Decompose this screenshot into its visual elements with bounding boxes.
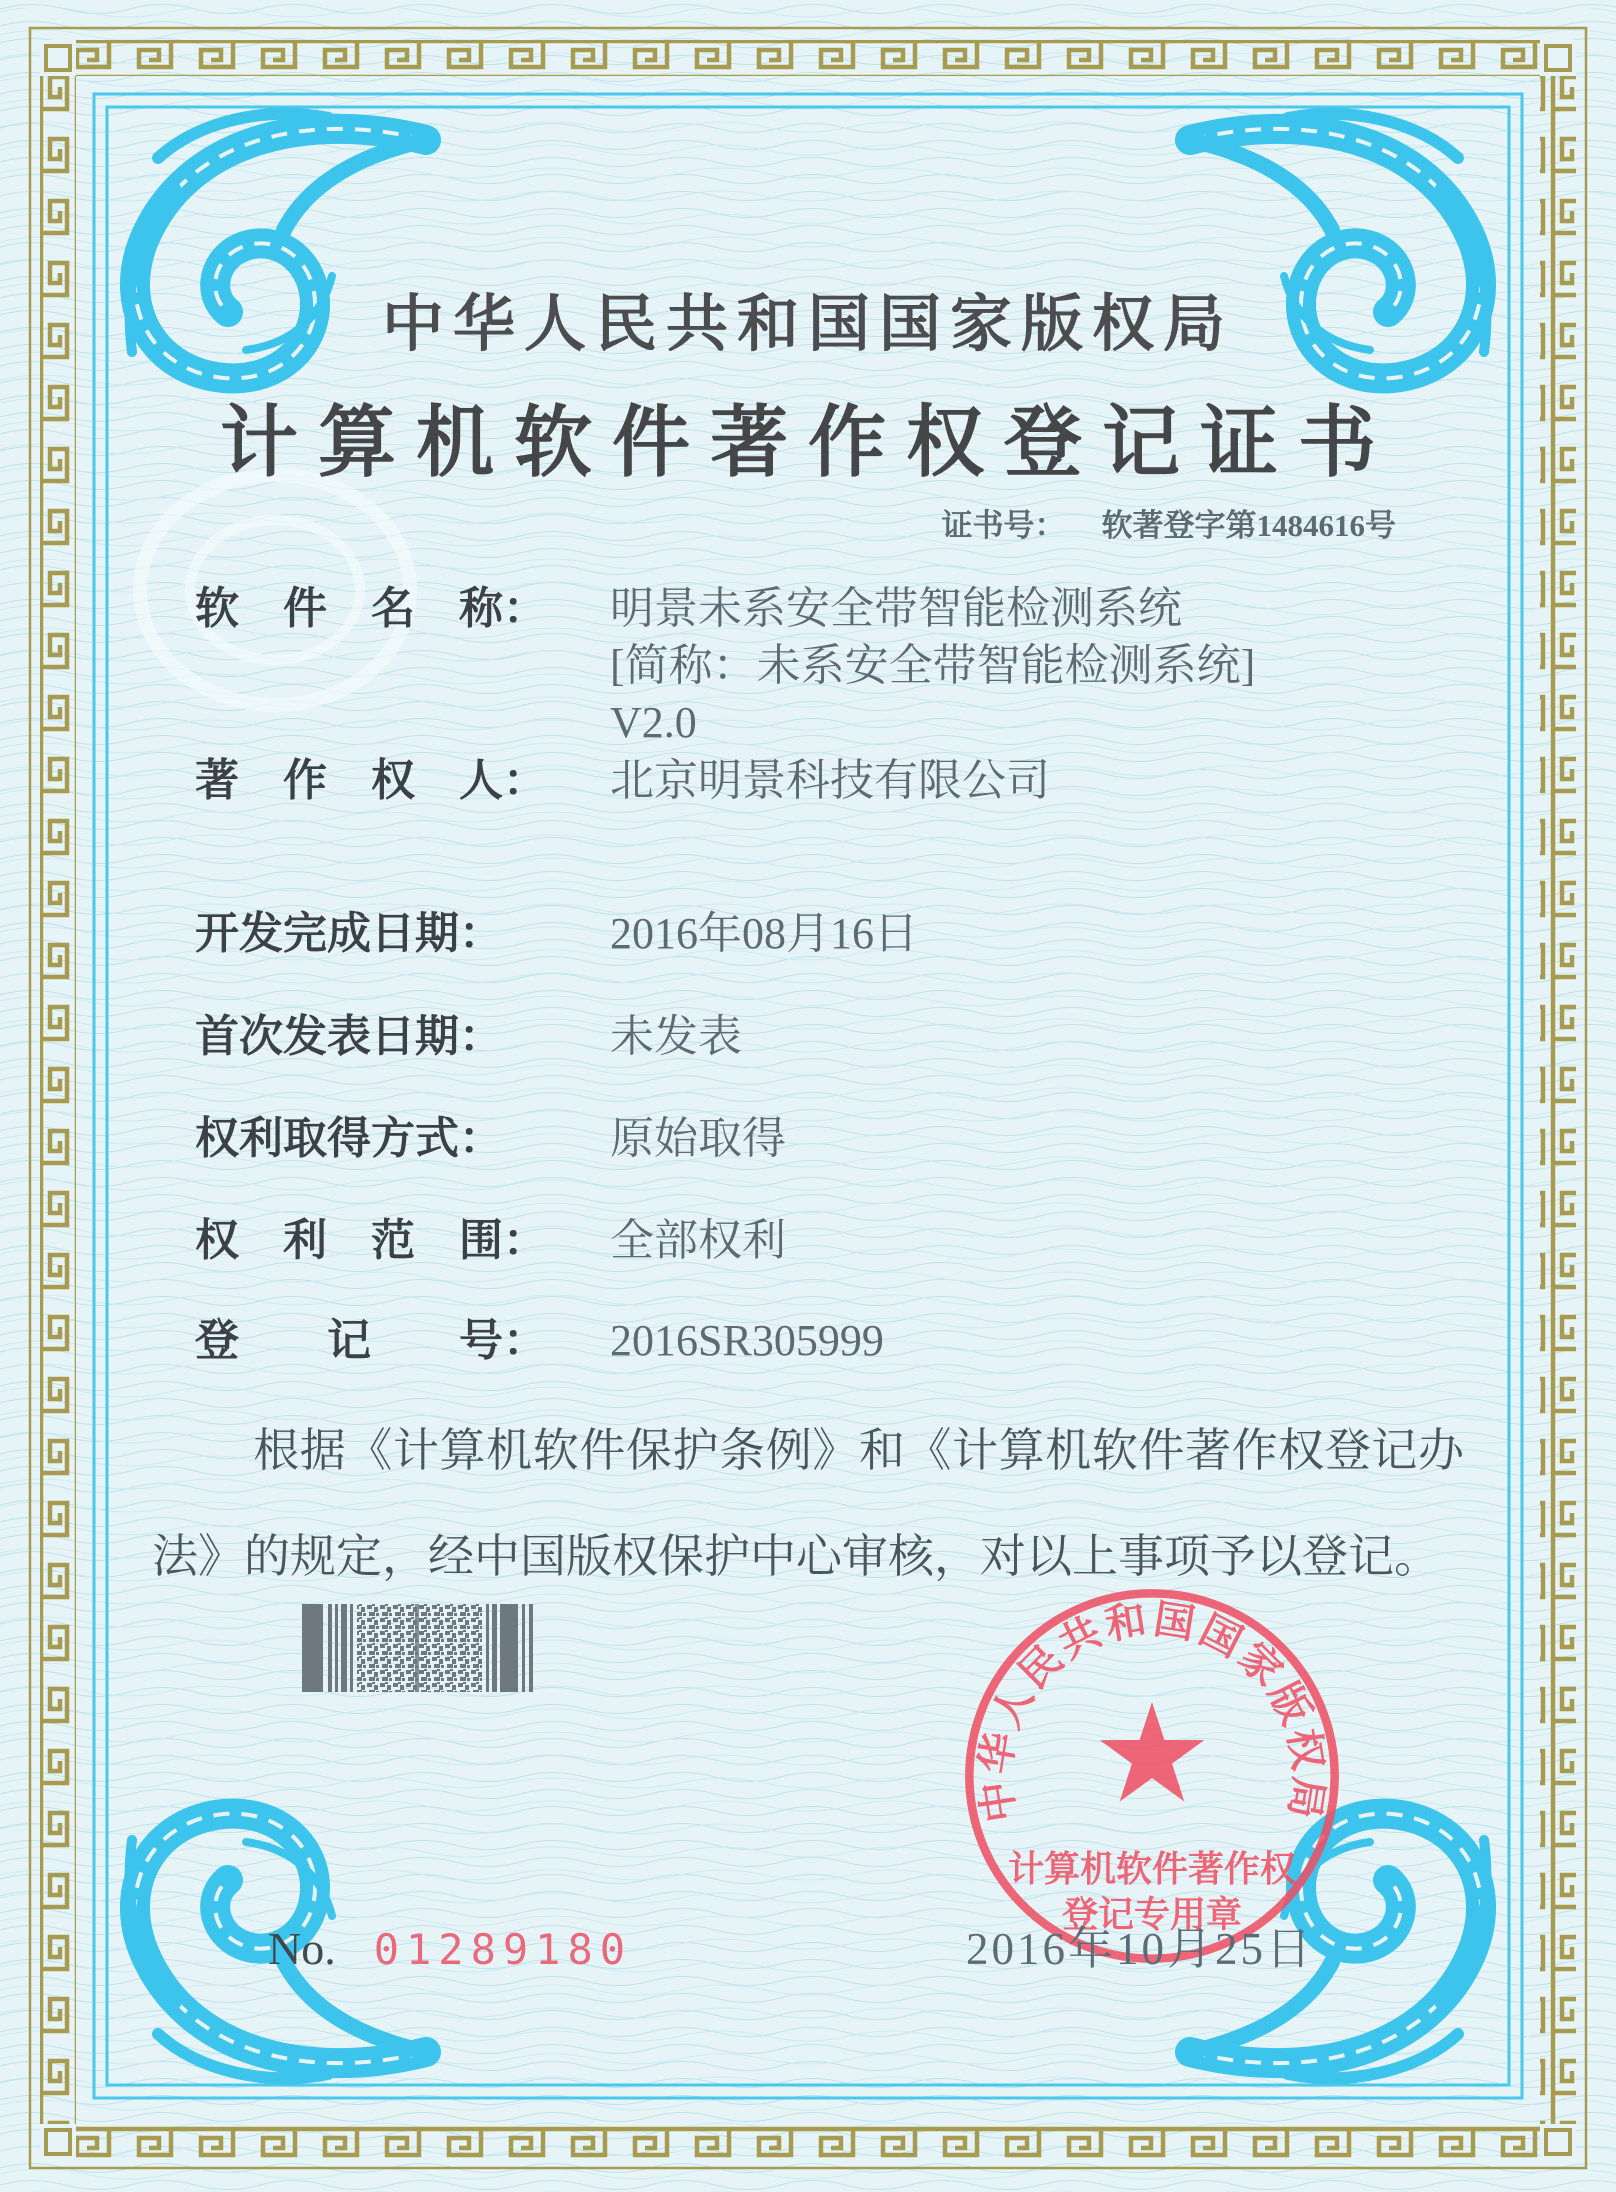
field-value: 全部权利 <box>610 1216 786 1265</box>
field-value: 北京明景科技有限公司 <box>610 756 1050 805</box>
certificate-number-value: 软著登字第1484616号 <box>1101 508 1396 543</box>
seal-ring-text: 中华人民共和国国家版权局 <box>972 1596 1332 1826</box>
certificate-number <box>942 500 1397 545</box>
software-name-line1: 明景未系安全带智能检测系统 <box>610 584 1182 633</box>
serial-no-value: 01289180 <box>373 1925 633 1974</box>
certificate-number-label: 证书号： <box>941 508 1066 543</box>
field-row-rights-scope <box>195 1212 786 1269</box>
software-name-line3: V2.0 <box>610 698 697 747</box>
field-value: 未发表 <box>610 1012 742 1061</box>
field-value <box>565 580 1255 751</box>
software-name-line2: [简称：未系安全带智能检测系统] <box>610 641 1256 690</box>
seal-line1: 计算机软件著作权 <box>1008 1848 1296 1890</box>
field-row-software-name <box>195 580 1255 751</box>
seal-line2: 登记专用章 <box>1062 1893 1242 1935</box>
field-label: 开发完成日期： <box>195 909 503 958</box>
field-value: 2016SR305999 <box>610 1316 884 1365</box>
authority-title: 中华人民共和国国家版权局 <box>381 291 1234 359</box>
barcode <box>302 1604 535 1692</box>
serial-number-line <box>268 1922 632 1975</box>
field-row-rights-acquisition <box>195 1110 786 1167</box>
field-label: 权利取得方式： <box>195 1114 503 1163</box>
registration-statement: 根据《计算机软件保护条例》和《计算机软件著作权登记办法》的规定，经中国版权保护中心审核，对以上事项予以登记。 <box>152 1425 1464 1582</box>
certificate-title: 计算机软件著作权登记证书 <box>219 399 1396 486</box>
field-label: 权 利 范 围： <box>195 1216 547 1265</box>
field-row-registration-number <box>195 1312 884 1369</box>
field-value: 2016年08月16日 <box>610 909 918 958</box>
field-row-completion-date <box>195 905 918 962</box>
field-label: 登 记 号： <box>195 1316 547 1365</box>
field-value: 原始取得 <box>610 1114 786 1163</box>
seal-date: 2016年10月25日 <box>965 1924 1314 1974</box>
field-row-first-publication <box>195 1008 742 1065</box>
field-row-copyright-owner <box>195 752 1050 809</box>
field-label: 首次发表日期： <box>195 1012 503 1061</box>
seal-star-icon <box>1100 1702 1204 1801</box>
serial-no-label: No. <box>268 1923 336 1974</box>
field-label: 著 作 权 人： <box>195 756 547 805</box>
field-label: 软 件 名 称： <box>195 584 547 633</box>
